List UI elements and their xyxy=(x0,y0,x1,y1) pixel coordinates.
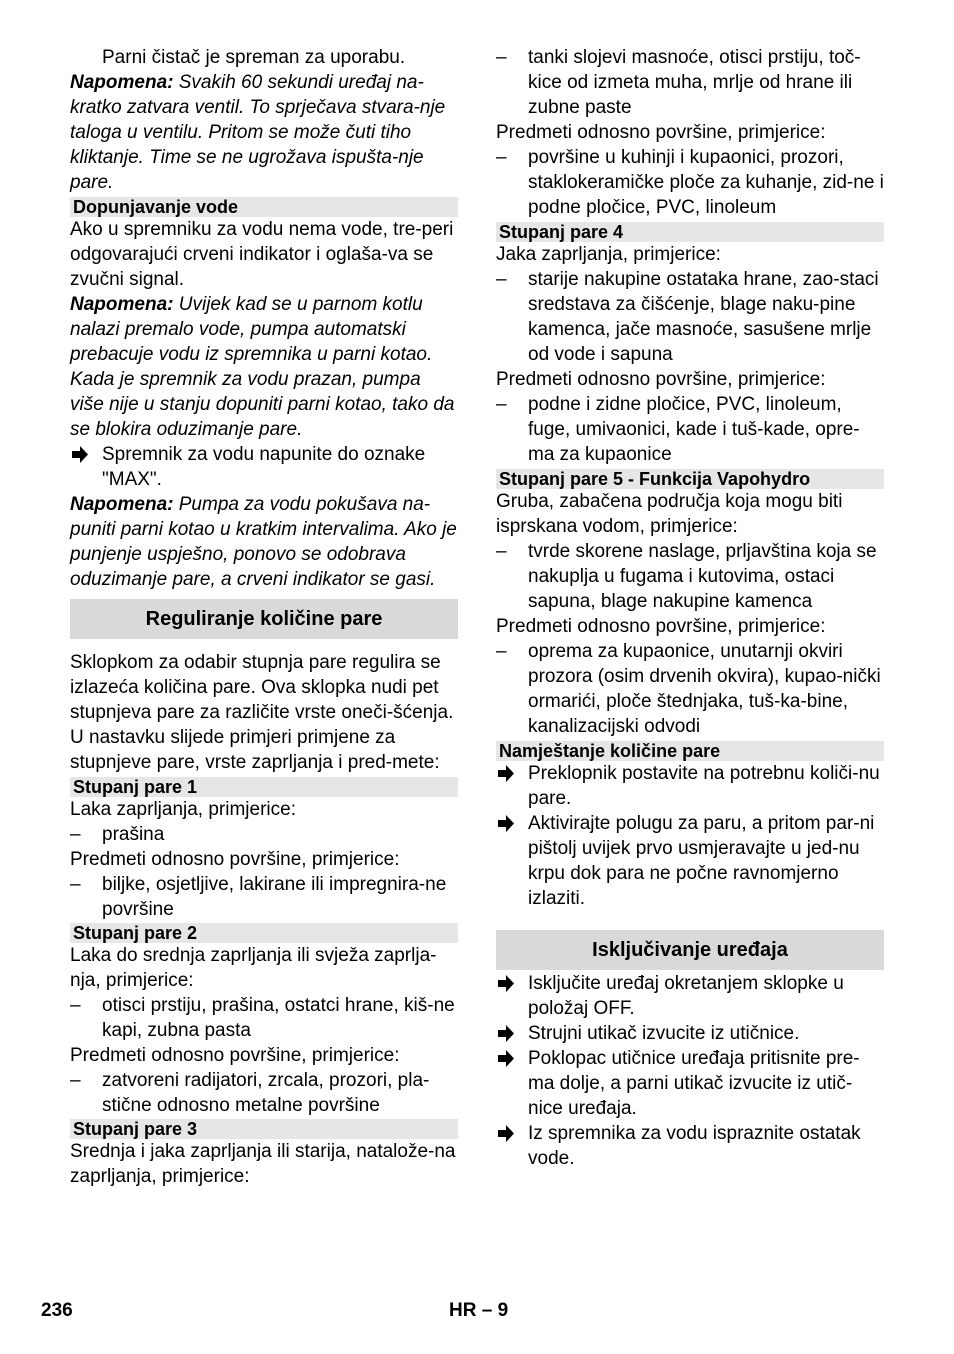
instruction-text: Preklopnik postavite na potrebnu količi-nu pare. xyxy=(528,763,880,809)
paragraph: Srednja i jaka zaprljanja ili starija, natalože-na zaprljanja, primjerice: xyxy=(70,1141,456,1187)
heading-stupanj-4: Stupanj pare 4 xyxy=(496,222,884,242)
paragraph-dopunjavanje: Ako u spremniku za vodu nema vode, tre-peri odgovarajući crveni indikator i oglaša-va se zvučni signal. xyxy=(70,219,454,290)
arrow-right-icon xyxy=(496,811,516,836)
list-item-text: oprema za kupaonice, unutarnji okviri prozora (osim drvenih okvira), kupao-nički ormarići, ploče štednjaka, tuš-ka-bine, kanalizacijski odvodi xyxy=(528,641,881,737)
list-item xyxy=(496,539,884,614)
instruction-text: Spremnik za vodu napunite do oznake "MAX". xyxy=(102,444,426,490)
list-item-text: tanki slojevi masnoće, otisci prstiju, toč-kice od izmeta muha, mrlje od hrane ili zubne paste xyxy=(528,47,861,118)
paragraph: Predmeti odnosno površine, primjerice: xyxy=(496,122,826,143)
list-item-text: starije nakupine ostataka hrane, zao-staci sredstava za čišćenje, blage naku-pine kamenca, jače masnoće, sasušene mrlje od vode i sapuna xyxy=(528,269,879,365)
arrow-right-icon xyxy=(496,1121,516,1146)
heading-namjestanje: Namještanje količine pare xyxy=(496,741,884,761)
paragraph: Laka do srednja zaprljanja ili svježa zaprlja-nja, primjerice: xyxy=(70,945,437,991)
dash-mark: – xyxy=(496,269,507,290)
instruction-item xyxy=(496,971,884,1021)
arrow-right-icon xyxy=(496,1021,516,1046)
dash-mark: – xyxy=(70,1070,81,1091)
list-item xyxy=(496,392,884,467)
section-label: HR – 9 xyxy=(449,1300,509,1321)
list-item xyxy=(70,822,458,847)
note-label: Napomena: xyxy=(70,72,174,93)
dash-mark: – xyxy=(496,47,507,68)
left-column xyxy=(70,45,458,1189)
instruction-item xyxy=(496,1046,884,1121)
list-item-text: podne i zidne pločice, PVC, linoleum, fuge, umivaonici, kade i tuš-kade, opre-ma za kupaonice xyxy=(528,394,860,465)
dash-mark: – xyxy=(70,995,81,1016)
paragraph-reguliranje: Sklopkom za odabir stupnja pare regulira se izlazeća količina pare. Ova sklopka nudi pet stupnjeva pare za različite vrste oneči-šćenja. U nastavku slijede primjeri primjene za stupnjeve pare, vrste zaprljanja i pred-mete: xyxy=(70,652,454,773)
heading-stupanj-5: Stupanj pare 5 - Funkcija Vapohydro xyxy=(496,469,884,489)
arrow-right-icon xyxy=(496,761,516,786)
instruction-text: Aktivirajte polugu za paru, a pritom par-ni pištolj uvijek prvo usmjeravajte u jed-nu krpu dok para ne počne ravnomjerno izlaziti. xyxy=(528,813,875,909)
list-item xyxy=(70,993,458,1043)
list-item xyxy=(496,145,884,220)
list-item-text: zatvoreni radijatori, zrcala, prozori, pla-stične odnosno metalne površine xyxy=(102,1070,430,1116)
list-item xyxy=(496,45,884,120)
note-text: Svakih 60 sekundi uređaj na-kratko zatvara ventil. To sprječava stvara-nje taloga u ventilu. Pritom se može čuti tiho kliktanje. Time se ne ugrožava ispušta-nje pare. xyxy=(70,72,446,193)
instruction-item xyxy=(496,811,884,911)
paragraph: Predmeti odnosno površine, primjerice: xyxy=(70,849,400,870)
list-item xyxy=(70,872,458,922)
paragraph: Laka zaprljanja, primjerice: xyxy=(70,799,296,820)
list-item-text: površine u kuhinji i kupaonici, prozori, staklokeramičke ploče za kuhanje, zid-ne i podne pločice, PVC, linoleum xyxy=(528,147,884,218)
dash-mark: – xyxy=(496,147,507,168)
dash-mark: – xyxy=(70,824,81,845)
instruction-text: Iz spremnika za vodu ispraznite ostatak vode. xyxy=(528,1123,861,1169)
instruction-item xyxy=(496,761,884,811)
dash-mark: – xyxy=(496,394,507,415)
paragraph: Gruba, zabačena područja koja mogu biti isprskana vodom, primjerice: xyxy=(496,491,843,537)
note-text: Pumpa za vodu pokušava na-puniti parni kotao u kratkim intervalima. Ako je punjenje uspješno, ponovo se odobrava oduzimanje pare, a crveni indikator se gasi. xyxy=(70,494,457,590)
dash-mark: – xyxy=(496,541,507,562)
dash-mark: – xyxy=(70,874,81,895)
list-item xyxy=(496,639,884,739)
note-label: Napomena: xyxy=(70,494,174,515)
list-item-text: biljke, osjetljive, lakirane ili impregnira-ne površine xyxy=(102,874,447,920)
note-1 xyxy=(70,70,458,195)
list-item xyxy=(70,1068,458,1118)
paragraph: Predmeti odnosno površine, primjerice: xyxy=(70,1045,400,1066)
heading-reguliranje: Reguliranje količine pare xyxy=(70,599,458,639)
paragraph: Predmeti odnosno površine, primjerice: xyxy=(496,369,826,390)
instruction-text: Strujni utikač izvucite iz utičnice. xyxy=(528,1023,800,1044)
list-item-text: otisci prstiju, prašina, ostatci hrane, kiš-ne kapi, zubna pasta xyxy=(102,995,455,1041)
heading-stupanj-2: Stupanj pare 2 xyxy=(70,923,458,943)
instruction-text: Isključite uređaj okretanjem sklopke u položaj OFF. xyxy=(528,973,844,1019)
heading-stupanj-1: Stupanj pare 1 xyxy=(70,777,458,797)
list-item-text: prašina xyxy=(102,824,165,845)
page-number: 236 xyxy=(41,1300,73,1321)
note-3 xyxy=(70,492,458,592)
instruction-item xyxy=(70,442,458,492)
heading-stupanj-3: Stupanj pare 3 xyxy=(70,1119,458,1139)
list-item-text: tvrde skorene naslage, prljavština koja se nakuplja u fugama i kutovima, ostaci sapuna, blage nakupine kamenca xyxy=(528,541,877,612)
paragraph: Predmeti odnosno površine, primjerice: xyxy=(496,616,826,637)
note-label: Napomena: xyxy=(70,294,174,315)
instruction-item xyxy=(496,1121,884,1171)
note-2 xyxy=(70,292,458,442)
arrow-right-icon xyxy=(70,442,90,467)
heading-iskljucivanje: Isključivanje uređaja xyxy=(496,930,884,970)
paragraph: Jaka zaprljanja, primjerice: xyxy=(496,244,721,265)
heading-dopunjavanje-vode: Dopunjavanje vode xyxy=(70,197,458,217)
dash-mark: – xyxy=(496,641,507,662)
ready-text: Parni čistač je spreman za uporabu. xyxy=(102,47,406,68)
note-text: Uvijek kad se u parnom kotlu nalazi premalo vode, pumpa automatski prebacuje vodu iz spremnika u parni kotao. Kada je spremnik za vodu prazan, pumpa više nije u stanju dopuniti parni kotao, tako da se blokira oduzimanje pare. xyxy=(70,294,455,440)
right-column xyxy=(496,45,884,1171)
instruction-text: Poklopac utičnice uređaja pritisnite pre-ma dolje, a parni utikač izvucite iz utič-nice uređaja. xyxy=(528,1048,860,1119)
instruction-item xyxy=(496,1021,884,1046)
list-item xyxy=(496,267,884,367)
arrow-right-icon xyxy=(496,1046,516,1071)
arrow-right-icon xyxy=(496,971,516,996)
